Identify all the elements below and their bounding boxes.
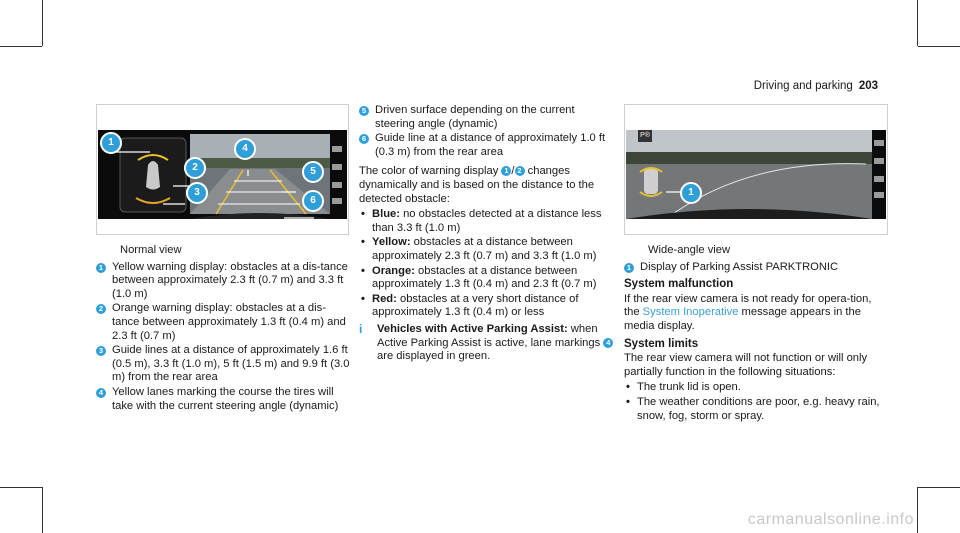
bullet-trunk: • The trunk lid is open. (624, 381, 886, 395)
crop-mark (918, 487, 960, 488)
parking-badge-icon: P® (638, 130, 652, 142)
bullet-label: Orange: (372, 264, 415, 277)
legend-text: Yellow warning display: obstacles at a dis-tance between approximately 2.3 ft (0.7 m) and 3.3 ft (1.0 m) (112, 260, 348, 300)
camera-display-wide (626, 130, 886, 219)
crop-mark (917, 487, 918, 533)
column-left (96, 244, 350, 414)
legend-item-5 (359, 104, 614, 131)
legend-text: Orange warning display: obstacles at a dis-tance between approximately 1.3 ft (0.4 m) and 2.3 ft (0.7 m) (112, 302, 346, 342)
callout-1-wide: 1 (680, 182, 702, 204)
tip-note (359, 323, 614, 364)
crop-mark (918, 46, 960, 47)
figure-wide-angle-view (624, 104, 888, 235)
crop-mark (42, 0, 43, 46)
section-title: Driving and parking (753, 80, 853, 92)
number-badge: 3 (96, 346, 106, 356)
crop-mark (42, 487, 43, 533)
legend-item-1-wide (624, 261, 886, 275)
legend-item-6 (359, 132, 614, 159)
column-right (624, 244, 886, 424)
para-text: If the rear view camera is not ready for opera-tion, the (624, 292, 872, 319)
info-icon: i (359, 321, 363, 336)
crop-mark (917, 0, 918, 46)
legend-text: Display of Parking Assist PARKTRONIC (640, 260, 839, 273)
heading-malfunction: System malfunction (624, 278, 734, 291)
callout-1: 1 (100, 132, 122, 154)
para-text: changes dynamically and is based on the distance to the detected obstacle: (359, 165, 595, 205)
bullet-text: obstacles at a very short distance of approximately 1.3 ft (0.4 m) or less (372, 292, 579, 319)
tip-title: Vehicles with Active Parking Assist: (377, 322, 568, 335)
camera-image-wide (626, 130, 886, 219)
crop-mark (0, 46, 42, 47)
number-badge: 1 (96, 263, 106, 273)
legend-item-3 (96, 344, 350, 385)
watermark: carmanualsonline.info (747, 511, 914, 529)
callout-6: 6 (302, 190, 324, 212)
legend-text: Guide lines at a distance of approximately 1.6 ft (0.5 m), 3.3 ft (1.0 m), 5 ft (1.5 m) and 9.9 ft (3.0 m) from the rear area (112, 344, 350, 384)
bullet-text: obstacles at a distance between approximately 2.3 ft (0.7 m) and 3.3 ft (1.0 m) (372, 236, 597, 262)
legend-item-4 (96, 386, 350, 413)
bullet-blue (359, 208, 614, 235)
legend-item-1 (96, 261, 350, 302)
bullet-text: obstacles at a distance between approximately 1.3 ft (0.4 m) and 2.3 ft (0.7 m) (372, 264, 597, 291)
para-text: The color of warning display (359, 165, 499, 178)
tip-text: when Active Parking Assist is active, lane markings (377, 322, 601, 349)
bullet-label: Red: (372, 292, 397, 305)
figure-caption-wide: Wide-angle view (648, 244, 731, 256)
callout-4: 4 (234, 138, 256, 160)
number-badge: 1 (624, 263, 634, 273)
bullet-weather: • The weather conditions are poor, e.g. heavy rain, snow, fog, storm or spray. (624, 396, 886, 423)
callout-2: 2 (184, 157, 206, 179)
warning-color-paragraph (359, 165, 614, 206)
tip-text: are displayed in green. (377, 350, 491, 363)
bullet-label: Blue: (372, 208, 400, 221)
legend-text: Yellow lanes marking the course the tires will take with the current steering angle (dynamic) (112, 385, 339, 412)
number-badge: 2 (515, 166, 525, 176)
number-badge: 2 (96, 304, 106, 314)
number-badge: 4 (96, 388, 106, 398)
page-number: 203 (858, 80, 878, 92)
number-badge: 4 (603, 338, 613, 348)
para-text: message appears in the media display. (624, 306, 861, 332)
bullet-red (359, 293, 614, 320)
callout-3: 3 (186, 182, 208, 204)
figure-normal-view (96, 104, 349, 235)
legend-item-2 (96, 302, 350, 343)
limits-paragraph: The rear view camera will not function or will only partially function in the following situations: (624, 352, 868, 378)
legend-text: Driven surface depending on the current steering angle (dynamic) (375, 104, 575, 130)
column-middle (359, 104, 614, 364)
system-message: System Inoperative (642, 306, 739, 319)
slash-text: / (511, 165, 515, 178)
figure-caption-normal: Normal view (120, 244, 182, 256)
page-header (754, 80, 878, 94)
camera-display (98, 130, 347, 219)
number-badge: 5 (359, 106, 369, 116)
crop-mark (0, 487, 42, 488)
legend-text: Guide line at a distance of approximately 1.0 ft (0.3 m) from the rear area (375, 132, 606, 158)
number-badge: 1 (501, 166, 511, 176)
number-badge: 6 (359, 134, 369, 144)
heading-limits: System limits (624, 337, 699, 350)
bullet-text: no obstacles detected at a distance less than 3.3 ft (1.0 m) (372, 208, 602, 234)
bullet-yellow (359, 236, 614, 263)
bullet-label: Yellow: (372, 236, 411, 249)
callout-5: 5 (302, 161, 324, 183)
malfunction-paragraph (624, 293, 886, 334)
bullet-orange (359, 265, 614, 292)
